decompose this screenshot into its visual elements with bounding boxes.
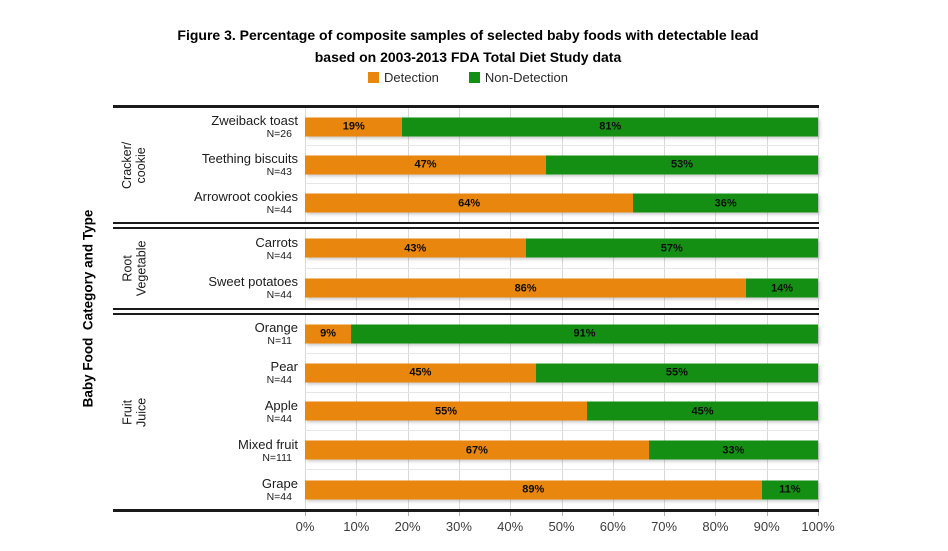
- figure-title-line2: based on 2003-2013 FDA Total Diet Study data: [314, 49, 622, 65]
- non-detection-bar-segment: [587, 402, 818, 421]
- bar-row-arrowroot-cookies: [145, 184, 818, 222]
- detection-bar-segment: [305, 239, 526, 258]
- category-cell: [145, 315, 305, 354]
- category-label: Arrowroot cookies: [193, 189, 298, 204]
- x-tick-label: 50%: [548, 519, 575, 534]
- bar-track: [305, 269, 818, 309]
- category-label: Apple: [264, 397, 298, 413]
- category-label: Mixed fruit: [238, 436, 298, 452]
- rows-root-vegetable: [145, 229, 818, 308]
- group-label-fruit-juice: [117, 315, 153, 509]
- x-axis-tick: [408, 512, 409, 516]
- x-tick-label: 10%: [343, 519, 370, 534]
- bar-row-grape: [145, 470, 818, 509]
- legend: [0, 70, 936, 85]
- group-root-vegetable: [113, 229, 818, 308]
- legend-item-detection: [368, 70, 439, 85]
- detection-percent-label: 55%: [435, 405, 458, 418]
- figure-title: [0, 24, 936, 68]
- category-label: Sweet potatoes: [208, 274, 298, 290]
- category-label: Carrots: [255, 234, 298, 250]
- category-cell: [145, 269, 305, 309]
- category-cell: [145, 184, 305, 222]
- detection-percent-label: 9%: [320, 327, 337, 340]
- non-detection-percent-label: 33%: [722, 444, 745, 457]
- group-fruit-juice: [113, 315, 818, 509]
- category-cell: [145, 354, 305, 393]
- stacked-bar: [305, 239, 818, 258]
- bar-row-zweiback-toast: [145, 108, 818, 146]
- detection-bar-segment: [305, 402, 587, 421]
- non-detection-percent-label: 36%: [714, 197, 737, 209]
- x-axis-tick: [305, 512, 306, 516]
- detection-percent-label: 64%: [458, 197, 481, 209]
- sample-size-label: N=44: [266, 490, 292, 503]
- x-axis-tick: [664, 512, 665, 516]
- stacked-bar: [305, 363, 818, 382]
- non-detection-bar-segment: [649, 441, 818, 460]
- group-separator-1: [113, 222, 819, 229]
- bar-track: [305, 229, 818, 269]
- x-axis-tick: [767, 512, 768, 516]
- sample-size-label: N=44: [266, 204, 292, 216]
- category-label: Pear: [270, 359, 298, 375]
- x-tick-label: 20%: [394, 519, 421, 534]
- stacked-bar: [305, 480, 818, 499]
- bar-row-apple: [145, 393, 818, 432]
- detection-swatch-icon: [368, 72, 379, 83]
- legend-label: Non-Detection: [484, 70, 569, 85]
- rows-cracker-cookie: [145, 108, 818, 222]
- figure-title-line1: Figure 3. Percentage of composite samples of selected baby foods with detectable lead: [177, 27, 759, 43]
- group-label-text: Fruit Juice: [120, 397, 149, 427]
- detection-percent-label: 86%: [514, 282, 537, 295]
- category-cell: [145, 393, 305, 432]
- bar-row-teething-biscuits: [145, 146, 818, 184]
- x-tick-label: 40%: [497, 519, 524, 534]
- non-detection-swatch-icon: [469, 72, 480, 83]
- detection-bar-segment: [305, 194, 633, 213]
- category-cell: [145, 470, 305, 509]
- x-tick-label: 0%: [295, 519, 315, 534]
- x-axis-tick: [818, 512, 819, 516]
- bar-row-carrots: [145, 229, 818, 269]
- sample-size-label: N=44: [266, 289, 292, 302]
- x-axis-tick: [459, 512, 460, 516]
- non-detection-percent-label: 14%: [771, 282, 794, 295]
- x-tick-label: 100%: [801, 519, 835, 534]
- sample-size-label: N=111: [262, 451, 292, 464]
- non-detection-percent-label: 53%: [671, 158, 694, 171]
- stacked-bar: [305, 155, 818, 174]
- stacked-bar: [305, 324, 818, 343]
- bar-track: [305, 393, 818, 432]
- detection-percent-label: 47%: [414, 158, 437, 171]
- x-axis-tick: [613, 512, 614, 516]
- sample-size-label: N=43: [266, 166, 292, 178]
- bar-track: [305, 354, 818, 393]
- x-axis-tick: [356, 512, 357, 516]
- x-tick-label: 90%: [753, 519, 780, 534]
- non-detection-bar-segment: [762, 480, 818, 499]
- x-axis-tick: [715, 512, 716, 516]
- non-detection-percent-label: 81%: [599, 120, 622, 133]
- non-detection-bar-segment: [746, 279, 818, 298]
- non-detection-bar-segment: [633, 194, 818, 213]
- bar-track: [305, 315, 818, 354]
- detection-percent-label: 45%: [409, 366, 432, 379]
- non-detection-bar-segment: [526, 239, 818, 258]
- x-axis-tick: [510, 512, 511, 516]
- detection-bar-segment: [305, 117, 402, 136]
- group-separator-2: [113, 308, 819, 315]
- bar-row-pear: [145, 354, 818, 393]
- stacked-bar: [305, 402, 818, 421]
- x-tick-label: 80%: [702, 519, 729, 534]
- category-cell: [145, 431, 305, 470]
- detection-percent-label: 67%: [465, 444, 488, 457]
- bar-track: [305, 184, 818, 222]
- detection-bar-segment: [305, 480, 762, 499]
- x-tick-label: 30%: [445, 519, 472, 534]
- non-detection-bar-segment: [546, 155, 818, 174]
- bar-track: [305, 108, 818, 146]
- x-axis-tick: [562, 512, 563, 516]
- bar-track: [305, 431, 818, 470]
- detection-bar-segment: [305, 279, 746, 298]
- detection-percent-label: 19%: [342, 120, 365, 133]
- x-tick-label: 70%: [651, 519, 678, 534]
- category-label: Grape: [261, 475, 298, 491]
- bar-row-orange: [145, 315, 818, 354]
- sample-size-label: N=44: [266, 249, 292, 262]
- stacked-bar: [305, 441, 818, 460]
- non-detection-bar-segment: [402, 117, 818, 136]
- detection-bar-segment: [305, 363, 536, 382]
- non-detection-percent-label: 91%: [573, 327, 596, 340]
- group-label-cracker-cookie: [117, 108, 153, 222]
- category-cell: [145, 108, 305, 146]
- rows-fruit-juice: [145, 315, 818, 509]
- category-cell: [145, 229, 305, 269]
- group-label-text: Cracker/ cookie: [120, 141, 150, 189]
- non-detection-percent-label: 55%: [665, 366, 688, 379]
- sample-size-label: N=44: [266, 412, 292, 425]
- bar-row-mixed-fruit: [145, 431, 818, 470]
- stacked-bar: [305, 194, 818, 213]
- sample-size-label: N=44: [266, 374, 292, 387]
- bar-track: [305, 146, 818, 184]
- detection-percent-label: 89%: [522, 483, 545, 496]
- group-label-text: Root Vegetable: [120, 240, 150, 297]
- x-tick-label: 60%: [599, 519, 626, 534]
- bar-row-sweet-potatoes: [145, 269, 818, 309]
- bar-track: [305, 470, 818, 509]
- detection-bar-segment: [305, 155, 546, 174]
- group-label-root-vegetable: [117, 229, 153, 308]
- plot-bottom-border: [113, 509, 819, 512]
- group-cracker-cookie: [113, 108, 818, 222]
- detection-bar-segment: [305, 324, 351, 343]
- y-axis-title: Baby Food Category and Type: [80, 209, 96, 408]
- detection-percent-label: 43%: [404, 242, 427, 255]
- non-detection-percent-label: 45%: [691, 405, 714, 418]
- non-detection-percent-label: 57%: [660, 242, 683, 255]
- category-label: Orange: [254, 320, 298, 336]
- stacked-bar: [305, 117, 818, 136]
- legend-label: Detection: [383, 70, 439, 85]
- category-label: Zweiback toast: [211, 113, 298, 128]
- non-detection-bar-segment: [351, 324, 818, 343]
- category-cell: [145, 146, 305, 184]
- stacked-bar: [305, 279, 818, 298]
- detection-bar-segment: [305, 441, 649, 460]
- category-label: Teething biscuits: [201, 151, 298, 166]
- sample-size-label: N=11: [267, 335, 292, 348]
- legend-item-non-detection: [469, 70, 568, 85]
- sample-size-label: N=26: [266, 128, 292, 140]
- non-detection-bar-segment: [536, 363, 818, 382]
- non-detection-percent-label: 11%: [779, 483, 801, 496]
